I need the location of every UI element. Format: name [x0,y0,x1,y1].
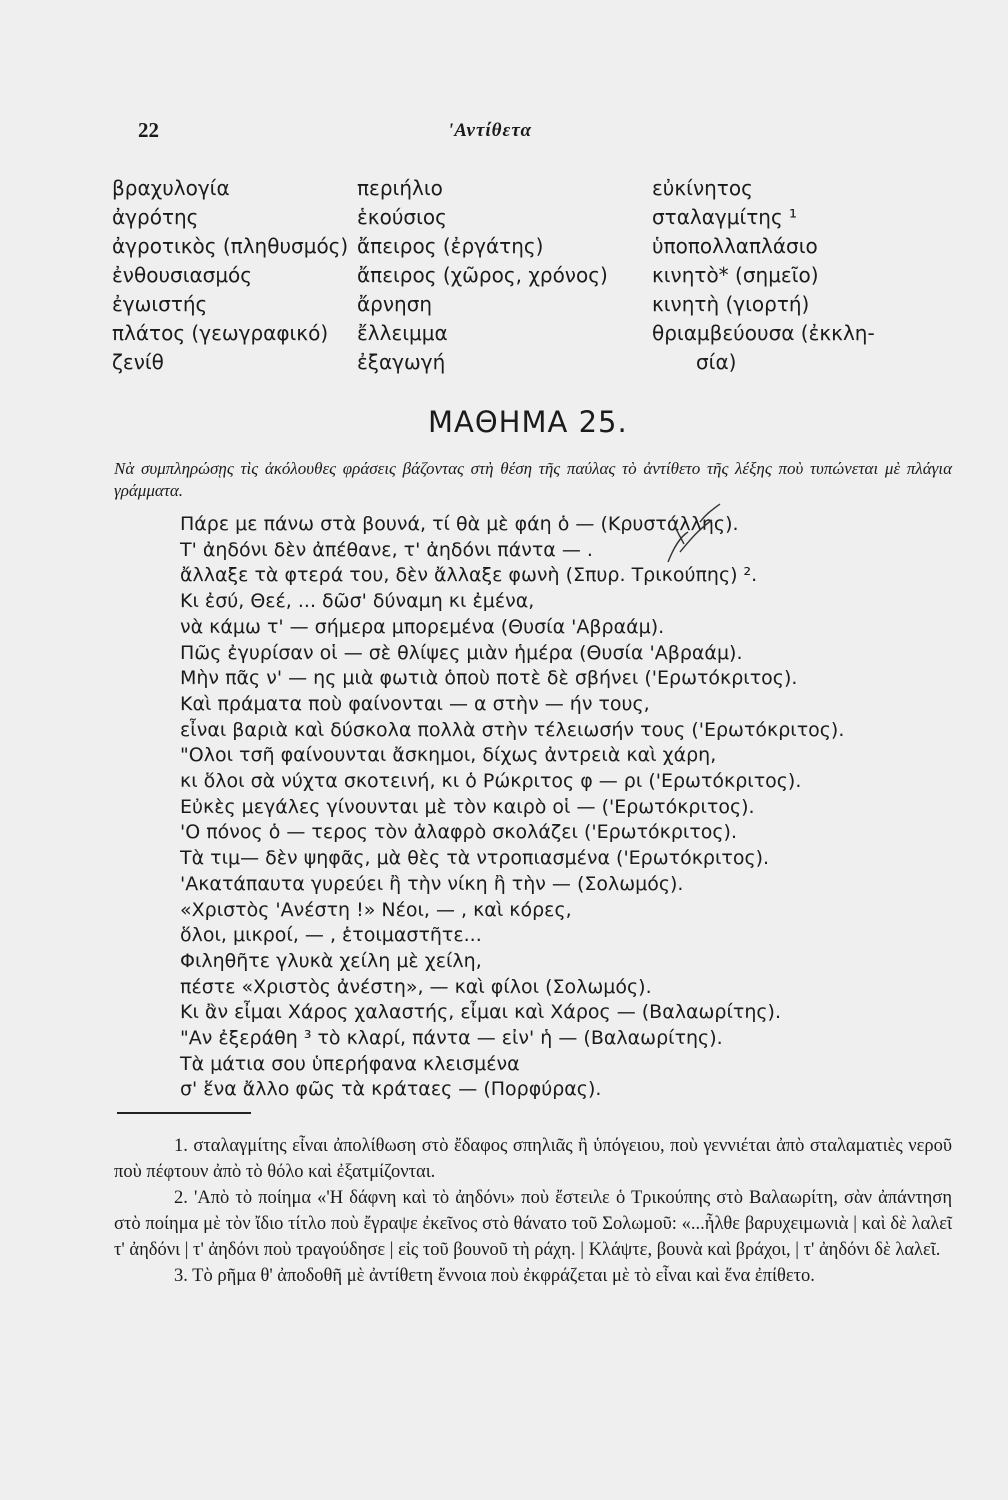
exercise-line: Πῶς ἐγυρίσαν οἱ — σὲ θλίψες μιὰν ἡμέρα (Θυσία 'Αβραάμ). [180,641,743,664]
exercise-line: εἶναι βαριὰ καὶ δύσκολα πολλὰ στὴν τέλειωσήν τους ('Ερωτόκριτος). [180,718,845,741]
lesson-title: ΜΑΘΗΜΑ 25. [428,405,628,439]
word-item: ἄρνηση [357,292,433,316]
exercise-line: 'Ακατάπαυτα γυρεύει ἢ τὴν νίκη ἢ τὴν — (Σολωμός). [180,872,684,895]
page-number: 22 [138,118,159,142]
exercise-line: Καὶ πράματα ποὺ φαίνονται — α στὴν — ήν τους, [180,692,650,715]
word-item: ἄπειρος (ἐργάτης) [357,234,544,258]
footnote: 1. σταλαγμίτης εἶναι ἀπολίθωση στὸ ἔδαφος σπηλιᾶς ἢ ὑπόγειου, ποὺ γεννιέται ἀπὸ σταλαματιὲς νεροῦ ποὺ πέφτουν ἀπὸ τὸ θόλο καὶ ἐξατμίζονται. [114,1136,952,1182]
word-item: βραχυλογία [112,176,230,200]
exercise-line: Εὐκὲς μεγάλες γίνουνται μὲ τὸν καιρὸ οἱ — ('Ερωτόκριτος). [180,795,755,818]
exercise-line: Μὴν πᾶς ν' — ης μιὰ φωτιὰ ὁποὺ ποτὲ δὲ σβήνει ('Ερωτόκριτος). [180,667,798,690]
word-item: θριαμβεύουσα (ἐκκλη- [652,321,875,345]
footnote: 3. Τὸ ρῆμα θ' ἀποδοθῆ μὲ ἀντίθετη ἔννοια ποὺ ἐκφράζεται μὲ τὸ εἶναι καὶ ἕνα ἐπίθετο. [174,1266,815,1286]
footnote: 2. 'Απὸ τὸ ποίημα «'Η δάφνη καὶ τὸ ἀηδόνι» ποὺ ἔστειλε ὁ Τρικούπης στὸ Βαλαωρίτη, σὰν ἀπάντηση στὸ ποίημα μὲ τὸν ἴδιο τίτλο ποὺ ἔγραψε ἐκεῖνος στὸ θάνατο τοῦ Σολωμοῦ: «...ἦλθε βαρυχειμωνιὰ | καὶ δὲ λαλεῖ τ' ἀηδόνι | τ' ἀηδόνι ποὺ τραγούδησε | εἰς τοῦ βουνοῦ τὴ ράχη. | Κλάψτε, βουνὰ καὶ βράχοι, | τ' ἀηδόνι δὲ λαλεῖ. [114,1188,952,1260]
exercise-line: "Ολοι τσῆ φαίνουνται ἄσκημοι, δίχως ἀντρειὰ καὶ χάρη, [180,744,717,767]
word-item: ζενίθ [112,350,164,374]
exercise-line: «Χριστὸς 'Ανέστη !» Νέοι, — , καὶ κόρες, [180,898,572,921]
word-column-1 [112,174,348,377]
exercise-line: Κι ἐσύ, Θεέ, ... δῶσ' δύναμη κι ἐμένα, [180,590,535,613]
word-item: ἑκούσιος [357,205,447,229]
word-item: πλάτος (γεωγραφικό) [112,321,329,345]
exercise-line: Τὰ τιμ— δὲν ψηφᾶς, μὰ θὲς τὰ ντροπιασμένα ('Ερωτόκριτος). [180,847,770,870]
exercise-line: Κι ἂν εἶμαι Χάρος χαλαστής, εἶμαι καὶ Χάρος — (Βαλαωρίτης). [180,1001,781,1024]
word-column-2 [357,174,608,377]
word-item: ἀγρότης [112,205,199,229]
exercise-line: πέστε «Χριστὸς ἀνέστη», — καὶ φίλοι (Σολωμός). [180,975,652,998]
handwritten-annotation [640,492,740,572]
exercise-line: ὅλοι, μικροί, — , ἑτοιμαστῆτε... [180,924,482,947]
exercise-line: ἄλλαξε τὰ φτερά του, δὲν ἄλλαξε φωνὴ (Σπυρ. Τρικούπης) ². [180,564,758,587]
word-item: ἀγροτικὸς (πληθυσμός) [112,234,349,258]
word-item: ἔλλειμμα [357,321,448,345]
exercise-line: κι ὅλοι σὰ νύχτα σκοτεινή, κι ὁ Ρώκριτος φ — ρι ('Ερωτόκριτος). [180,770,802,793]
running-title: 'Αντίθετα [448,120,533,141]
word-item: ὑποπολλαπλάσιο [652,234,818,258]
word-item: περιήλιο [357,176,443,200]
exercise-block [180,512,844,1103]
word-item: κινητὸ* (σημεῖο) [652,263,819,287]
word-item: ἄπειρος (χῶρος, χρόνος) [357,263,608,287]
word-item: ἐγωιστής [112,292,208,316]
exercise-line: 'Ο πόνος ὁ — τερος τὸν ἀλαφρὸ σκολάζει ('Ερωτόκριτος). [180,821,738,844]
exercise-line: νὰ κάμω τ' — σήμερα μπορεμένα (Θυσία 'Αβραάμ). [180,615,665,638]
word-column-3 [652,174,875,377]
exercise-line: Πάρε με πάνω στὰ βουνά, τί θὰ μὲ φάη ὁ — (Κρυστάλλης). [180,513,739,535]
exercise-line: σ' ἕνα ἄλλο φῶς τὰ κράταες — (Πορφύρας). [180,1078,602,1101]
word-item: κινητὴ (γιορτή) [652,292,810,316]
exercise-line: Τὰ μάτια σου ὑπερήφανα κλεισμένα [180,1052,520,1075]
word-item: σία) [696,350,737,374]
exercise-line: "Αν ἐξεράθη ³ τὸ κλαρί, πάντα — εἰν' ἡ — (Βαλαωρίτης). [180,1027,723,1050]
instruction-text: Νὰ συμπληρώσῃς τὶς ἀκόλουθες φράσεις βάζοντας στὴ θέση τῆς παύλας τὸ ἀντίθετο τῆς λέξης ποὺ τυπώνεται μὲ πλάγια γράμματα. [114,459,952,500]
word-item: εὐκίνητος [652,176,753,200]
word-item: ἐνθουσιασμός [112,263,253,287]
footnotes [114,1133,952,1289]
exercise-line: Φιληθῆτε γλυκὰ χείλη μὲ χείλη, [180,949,482,972]
word-item: ἐξαγωγή [357,350,446,374]
footnote-divider [117,1112,251,1114]
word-item: σταλαγμίτης ¹ [652,205,798,229]
exercise-line: Τ' ἀηδόνι δὲν ἀπέθανε, τ' ἀηδόνι πάντα — . [180,538,593,561]
